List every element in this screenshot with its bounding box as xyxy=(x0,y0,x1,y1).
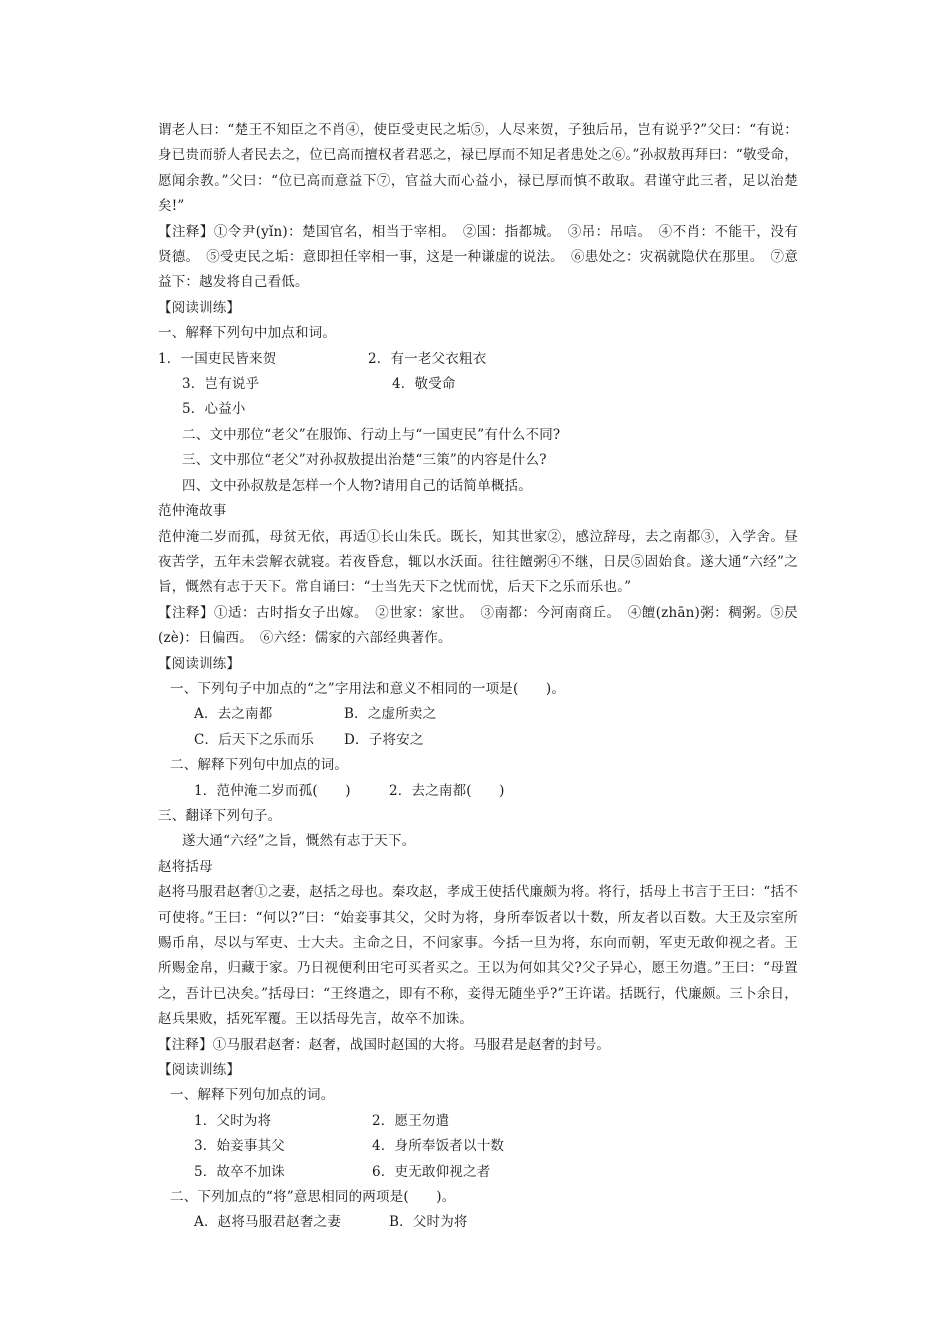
story3-q2-option-a: A．赵将马服君赵奢之妻 xyxy=(194,1214,341,1231)
story3-notes: 【注释】①马服君赵奢：赵奢，战国时赵国的大将。马服君是赵奢的封号。 xyxy=(158,1036,611,1053)
story3-q1-row-2 xyxy=(158,1134,798,1159)
story1-q1-item-3: 3．岂有说乎 xyxy=(182,376,260,393)
story1-body: 谓老人曰：“楚王不知臣之不肖④，使臣受吏民之垢⑤，人尽来贺，子独后吊，岂有说乎?”父曰：“有说：身已贵而骄人者民去之，位已高而擅权者君恶之，禄已厚而不知足者患处之⑥。”孙叔敖再拜曰：“敬受命，愿闻余教。”父曰：“位已高而意益下⑦，官益大而心益小，禄已厚而慎不敢取。君谨守此三者，足以治楚矣!” xyxy=(158,122,798,215)
story3-q2-option-b: B．父时为将 xyxy=(389,1214,468,1231)
story2-body: 范仲淹二岁而孤，母贫无依，再适①长山朱氏。既长，知其世家②，感泣辞母，去之南都③，入学舍。昼夜苦学，五年未尝解衣就寝。若夜昏怠，辄以水沃面。往往饘粥④不继，日昃⑤固始食。遂大通“六经”之旨，慨然有志于天下。常自诵曰：“士当先天下之忧而忧，后天下之乐而乐也。” xyxy=(158,528,798,596)
story2-q2-row xyxy=(158,779,798,804)
story2-question-3: 三、翻译下列句子。 xyxy=(158,807,282,824)
story3-question-2: 二、下列加点的“将”意思相同的两项是( )。 xyxy=(170,1189,456,1206)
story2-question-1: 一、下列句子中加点的“之”字用法和意义不相同的一项是( )。 xyxy=(170,680,566,697)
story2-q2-item-1: 1．范仲淹二岁而孤( ) xyxy=(194,782,351,799)
story3-q1-item-2: 2．愿王勿遣 xyxy=(372,1112,450,1129)
story3-q1-item-4: 4．身所奉饭者以十数 xyxy=(372,1138,505,1155)
document-content xyxy=(158,118,798,1236)
story1-question-3: 三、文中那位“老父”对孙叔敖提出治楚“三策”的内容是什么? xyxy=(182,452,547,469)
story2-title: 范仲淹故事 xyxy=(158,503,227,520)
story2-q3-sentence: 遂大通“六经”之旨，慨然有志于天下。 xyxy=(182,833,416,850)
story1-question-1: 一、解释下列句中加点和词。 xyxy=(158,325,337,342)
story1-q1-item-2: 2．有一老父衣粗衣 xyxy=(368,350,487,367)
story2-q2-item-2: 2．去之南都( ) xyxy=(389,782,505,799)
story1-question-4: 四、文中孙叔敖是怎样一个人物?请用自己的话简单概括。 xyxy=(182,477,532,494)
story3-training-heading: 【阅读训练】 xyxy=(158,1062,241,1079)
story3-question-1: 一、解释下列句加点的词。 xyxy=(170,1087,335,1104)
story2-q1-option-b: B．之虚所卖之 xyxy=(344,706,437,723)
story3-q2-options-row xyxy=(158,1210,798,1235)
story2-training-heading: 【阅读训练】 xyxy=(158,655,241,672)
story3-q1-item-1: 1．父时为将 xyxy=(194,1112,272,1129)
story1-notes: 【注释】①令尹(yǐn)：楚国官名，相当于宰相。 ②国：指都城。 ③吊：吊唁。 ④不肖：不能干，没有贤德。 ⑤受吏民之垢：意即担任宰相一事，这是一种谦虚的说法。 ⑥患处之：灾祸就隐伏在那里。 ⑦意益下：越发将自己看低。 xyxy=(158,223,798,291)
story3-title: 赵将括母 xyxy=(158,858,213,875)
story3-q1-item-3: 3．始妾事其父 xyxy=(194,1138,285,1155)
story2-q1-options-row-1 xyxy=(158,702,798,727)
story1-q1-row-2 xyxy=(158,372,798,397)
story1-q1-item-1: 1．一国吏民皆来贺 xyxy=(158,350,277,367)
story2-q1-option-d: D．子将安之 xyxy=(344,731,424,748)
story1-q1-item-5: 5．心益小 xyxy=(182,401,246,418)
story3-q1-row-3 xyxy=(158,1160,798,1185)
story3-body: 赵将马服君赵奢①之妻，赵括之母也。秦攻赵，孝成王使括代廉颇为将。将行，括母上书言于王曰：“括不可使将。”王曰：“何以?”曰：“始妾事其父，父时为将，身所奉饭者以十数，所友者以百数。大王及宗室所赐币帛，尽以与军吏、士大夫。主命之日，不问家事。今括一旦为将，东向而朝，军吏无敢仰视之者。王所赐金帛，归藏于家。乃日视便利田宅可买者买之。王以为何如其父?父子异心，愿王勿遣。”王曰：“母置之，吾计已决矣。”括母曰：“王终遣之，即有不称，妾得无随坐乎?”王许诺。括既行，代廉颇。三卜余日，赵兵果败，括死军覆。王以括母先言，故卒不加诛。 xyxy=(158,884,798,1028)
story2-q1-option-c: C．后天下之乐而乐 xyxy=(194,731,315,748)
story1-q1-item-4: 4．敬受命 xyxy=(392,376,456,393)
story3-q1-row-1 xyxy=(158,1109,798,1134)
story2-q1-option-a: A．去之南都 xyxy=(194,706,273,723)
story1-question-2: 二、文中那位“老父”在服饰、行动上与“一国吏民”有什么不同? xyxy=(182,426,561,443)
story1-q1-row-1 xyxy=(158,347,798,372)
story2-notes: 【注释】①适：古时指女子出嫁。 ②世家：家世。 ③南都：今河南商丘。 ④饘(zhān)粥：稠粥。⑤昃(zè)：日偏西。 ⑥六经：儒家的六部经典著作。 xyxy=(158,604,798,647)
story3-q1-item-6: 6．吏无敢仰视之者 xyxy=(372,1163,491,1180)
story2-question-2: 二、解释下列句中加点的词。 xyxy=(170,757,349,774)
story3-q1-item-5: 5．故卒不加诛 xyxy=(194,1163,285,1180)
story1-training-heading: 【阅读训练】 xyxy=(158,299,241,316)
story2-q1-options-row-2 xyxy=(158,728,798,753)
